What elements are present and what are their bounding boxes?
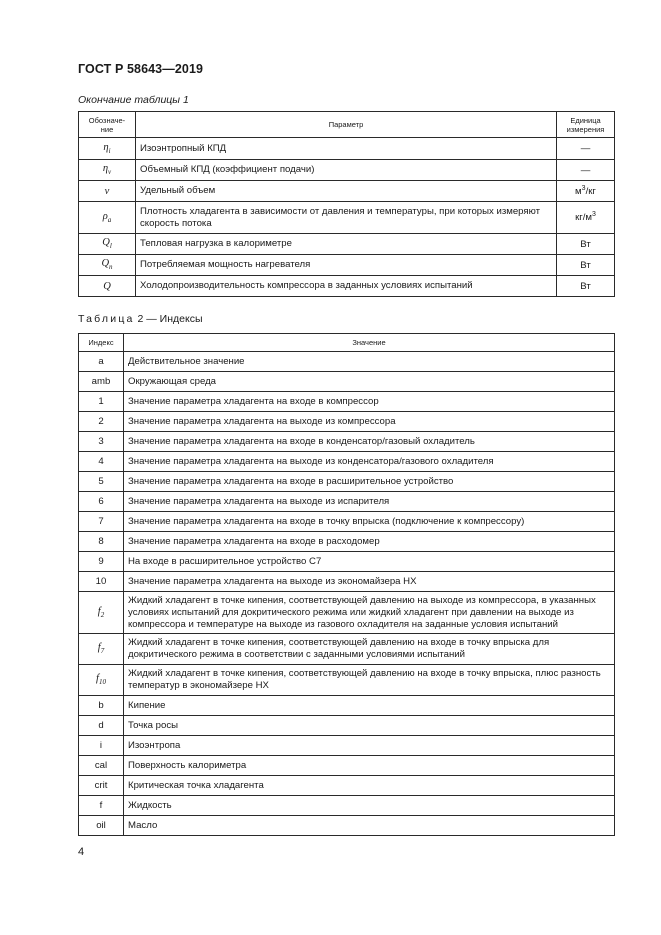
- table-row: [79, 552, 615, 572]
- symbol-text: Q: [101, 258, 110, 270]
- header-unit: Единица измерения: [557, 112, 615, 138]
- header-index: Индекс: [79, 334, 124, 352]
- symbol-cell: [79, 276, 136, 297]
- value-cell: Жидкий хладагент в точке кипения, соответствующей давлению на входе в точку впрыска для докритического режима в соответствии с заданными условиями испытаний: [124, 634, 615, 665]
- parameter-cell: Удельный объем: [136, 181, 557, 202]
- table-row: [79, 796, 615, 816]
- value-cell: Действительное значение: [124, 352, 615, 372]
- unit-text: Вт: [580, 238, 591, 250]
- index-text: f: [96, 673, 99, 685]
- header-value: Значение: [124, 334, 615, 352]
- index-text: f: [99, 800, 103, 811]
- index-text: 5: [98, 476, 104, 487]
- table-row: [79, 532, 615, 552]
- index-cell: [79, 736, 124, 756]
- index-text: 3: [98, 436, 104, 447]
- table-row: [79, 736, 615, 756]
- page-number: 4: [78, 846, 85, 858]
- table-row: [79, 472, 615, 492]
- index-cell: [79, 756, 124, 776]
- table-row: [79, 234, 615, 255]
- index-cell: [79, 352, 124, 372]
- table-row: [79, 452, 615, 472]
- index-cell: [79, 816, 124, 836]
- unit-cell: [557, 255, 615, 276]
- value-cell: Жидкий хладагент в точке кипения, соответствующей давлению на входе в точку впрыска, плюс разность температур в экономайзере НХ: [124, 665, 615, 696]
- value-cell: Значение параметра хладагента на входе в компрессор: [124, 392, 615, 412]
- parameter-cell: Холодопроизводительность компрессора в заданных условиях испытаний: [136, 276, 557, 297]
- symbol-text: Q: [103, 280, 111, 292]
- value-cell: Критическая точка хладагента: [124, 776, 615, 796]
- parameter-cell: Объемный КПД (коэффициент подачи): [136, 160, 557, 181]
- value-cell: Значение параметра хладагента на выходе из экономайзера НХ: [124, 572, 615, 592]
- index-text: d: [98, 720, 104, 731]
- index-text: 6: [98, 496, 104, 507]
- index-cell: [79, 716, 124, 736]
- table-row: [79, 816, 615, 836]
- index-cell: [79, 696, 124, 716]
- symbol-cell: [79, 255, 136, 276]
- index-cell: [79, 552, 124, 572]
- index-cell: [79, 412, 124, 432]
- unit-text: —: [580, 164, 591, 176]
- index-cell: [79, 592, 124, 634]
- table-row: [79, 696, 615, 716]
- symbol-subscript: a: [107, 216, 112, 225]
- index-text: a: [98, 356, 104, 367]
- symbol-subscript: i: [108, 147, 111, 156]
- symbol-text: η: [102, 163, 109, 175]
- table-row: [79, 716, 615, 736]
- index-cell: [79, 372, 124, 392]
- parameter-cell: Тепловая нагрузка в калориметре: [136, 234, 557, 255]
- unit-cell: [557, 181, 615, 202]
- unit-text: Вт: [580, 280, 591, 292]
- index-subscript: 7: [100, 647, 105, 656]
- index-cell: [79, 665, 124, 696]
- index-text: i: [99, 740, 103, 751]
- unit-text: Вт: [580, 259, 591, 271]
- unit-superscript: 3: [581, 184, 586, 192]
- symbol-cell: [79, 202, 136, 234]
- table-row: [79, 160, 615, 181]
- symbol-subscript: l: [109, 242, 112, 251]
- table-row: [79, 392, 615, 412]
- table-row: [79, 572, 615, 592]
- index-text: 7: [98, 516, 104, 527]
- index-text: 1: [98, 396, 104, 407]
- value-cell: Масло: [124, 816, 615, 836]
- index-text: amb: [91, 376, 111, 387]
- table-row: [79, 512, 615, 532]
- table-row: [79, 776, 615, 796]
- index-text: cal: [94, 760, 108, 771]
- index-cell: [79, 472, 124, 492]
- table-row: [79, 756, 615, 776]
- symbol-cell: [79, 138, 136, 160]
- value-cell: Изоэнтропа: [124, 736, 615, 756]
- index-cell: [79, 532, 124, 552]
- parameter-cell: Плотность хладагента в зависимости от давления и температуры, при которых измеряют скорость потока: [136, 202, 557, 234]
- index-cell: [79, 512, 124, 532]
- index-text: 9: [98, 556, 104, 567]
- index-cell: [79, 432, 124, 452]
- index-text: 10: [95, 576, 107, 587]
- table2-caption-title: 2 — Индексы: [134, 313, 203, 325]
- table2-caption: [78, 313, 203, 325]
- value-cell: Точка росы: [124, 716, 615, 736]
- value-cell: Жидкость: [124, 796, 615, 816]
- table-row: [79, 412, 615, 432]
- table-row: [79, 665, 615, 696]
- unit-cell: [557, 160, 615, 181]
- index-cell: [79, 492, 124, 512]
- index-text: 2: [98, 416, 104, 427]
- indices-table: [78, 333, 615, 836]
- index-subscript: 2: [100, 611, 105, 620]
- parameter-cell: Изоэнтропный КПД: [136, 138, 557, 160]
- value-cell: Значение параметра хладагента на выходе из конденсатора/газового охладителя: [124, 452, 615, 472]
- table-row: [79, 202, 615, 234]
- symbol-text: Q: [102, 237, 110, 249]
- table-row: [79, 492, 615, 512]
- table-row: [79, 181, 615, 202]
- index-text: 8: [98, 536, 104, 547]
- index-cell: [79, 572, 124, 592]
- unit-suffix: /кг: [585, 186, 596, 198]
- unit-text: —: [580, 143, 591, 154]
- symbol-cell: [79, 181, 136, 202]
- table-row: [79, 634, 615, 665]
- value-cell: Жидкий хладагент в точке кипения, соответствующей давлению на выходе из компрессора, в указанных условиях испытаний для докритического режима или жидкий хладагент при давлении на выходе из компрессора и температуре на выходе из газового охладителя на заданные условия испытаний: [124, 592, 615, 634]
- unit-text: кг/м: [575, 212, 593, 224]
- value-cell: На входе в расширительное устройство С7: [124, 552, 615, 572]
- table1-caption: Окончание таблицы 1: [78, 94, 189, 106]
- index-text: f: [97, 605, 101, 617]
- value-cell: Поверхность калориметра: [124, 756, 615, 776]
- unit-superscript: 3: [592, 211, 596, 219]
- value-cell: Значение параметра хладагента на входе в конденсатор/газовый охладитель: [124, 432, 615, 452]
- value-cell: Значение параметра хладагента на выходе из испарителя: [124, 492, 615, 512]
- symbol-subscript: v: [108, 168, 112, 177]
- symbol-text: ρ: [102, 210, 108, 222]
- parameter-cell: Потребляемая мощность нагревателя: [136, 255, 557, 276]
- symbol-cell: [79, 160, 136, 181]
- index-text: oil: [96, 820, 106, 831]
- value-cell: Значение параметра хладагента на входе в расходомер: [124, 532, 615, 552]
- table-row: [79, 138, 615, 160]
- table-row: [79, 255, 615, 276]
- index-subscript: 10: [98, 678, 106, 687]
- table-row: [79, 372, 615, 392]
- index-cell: [79, 634, 124, 665]
- index-text: crit: [94, 780, 108, 791]
- table-row: [79, 352, 615, 372]
- unit-cell: [557, 138, 615, 160]
- value-cell: Значение параметра хладагента на входе в расширительное устройство: [124, 472, 615, 492]
- parameters-table: [78, 111, 615, 297]
- table-row: [79, 432, 615, 452]
- header-symbol: Обозначе-ние: [79, 112, 136, 138]
- unit-cell: [557, 234, 615, 255]
- unit-text: м: [575, 186, 582, 198]
- value-cell: Значение параметра хладагента на входе в точку впрыска (подключение к компрессору): [124, 512, 615, 532]
- index-text: b: [98, 700, 104, 711]
- index-cell: [79, 452, 124, 472]
- index-cell: [79, 392, 124, 412]
- table-row: [79, 276, 615, 297]
- index-cell: [79, 796, 124, 816]
- value-cell: Кипение: [124, 696, 615, 716]
- index-text: 4: [98, 456, 104, 467]
- symbol-subscript: n: [109, 263, 113, 272]
- index-cell: [79, 776, 124, 796]
- value-cell: Окружающая среда: [124, 372, 615, 392]
- symbol-text: η: [103, 141, 109, 153]
- symbol-cell: [79, 234, 136, 255]
- table2-caption-label: Таблица: [78, 313, 135, 325]
- value-cell: Значение параметра хладагента на выходе из компрессора: [124, 412, 615, 432]
- table-row: [79, 592, 615, 634]
- symbol-text: v: [104, 185, 110, 197]
- document-header: ГОСТ Р 58643—2019: [78, 62, 204, 76]
- unit-cell: [557, 202, 615, 234]
- index-text: f: [97, 642, 101, 654]
- unit-cell: [557, 276, 615, 297]
- header-parameter: Параметр: [136, 112, 557, 138]
